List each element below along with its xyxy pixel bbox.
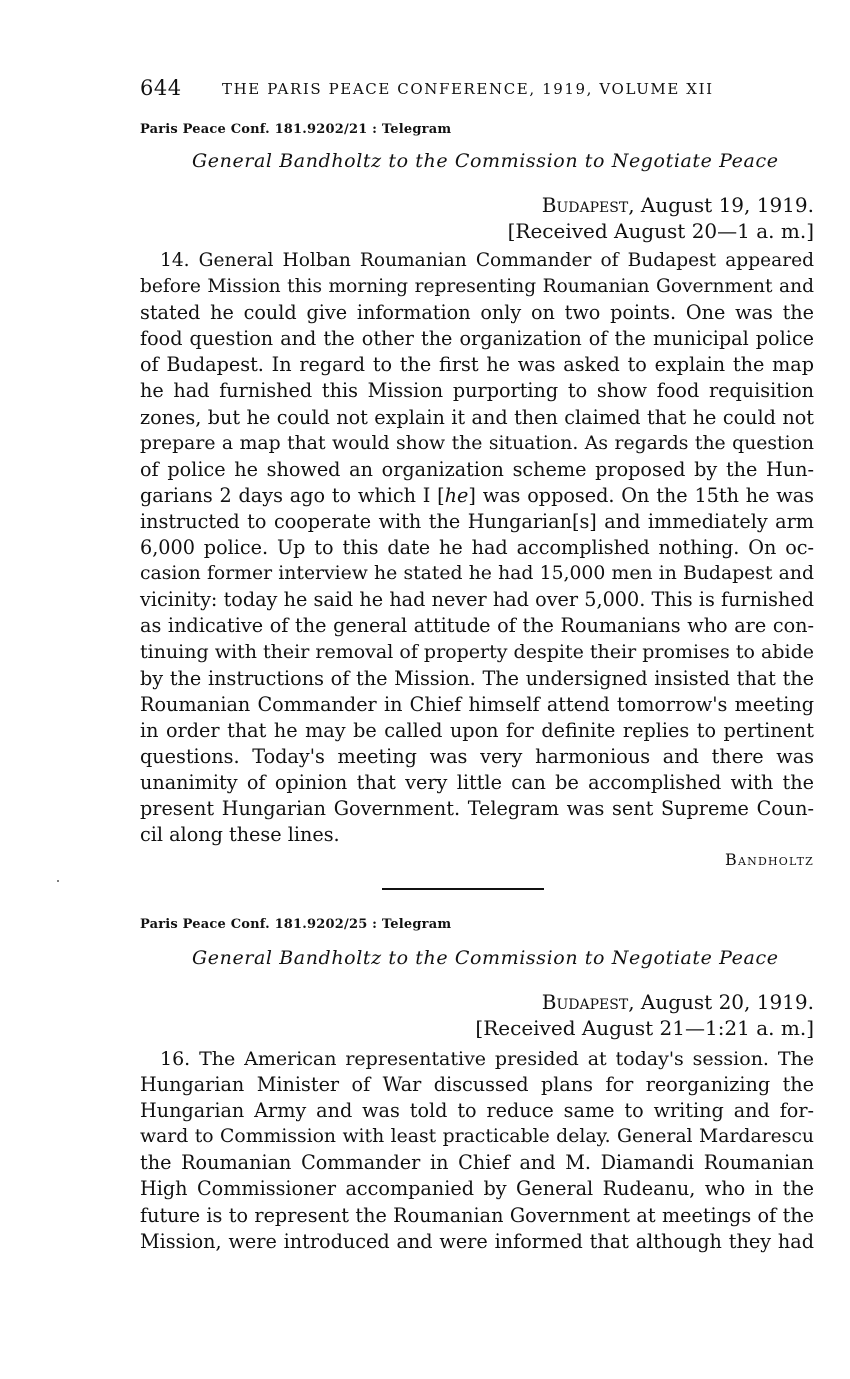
dateline	[542, 193, 814, 217]
body-line: Roumanian Commander in Chief himself attend tomorrow's meeting	[140, 692, 814, 716]
telegram-subject: General Bandholtz to the Commission to Negotiate Peace	[192, 150, 779, 172]
signature: Bandholtz	[725, 850, 814, 869]
stray-mark	[57, 880, 59, 882]
dateline-date: , August 19, 1919.	[628, 193, 814, 217]
body-line: vicinity: today he said he had never had over 5,000. This is furnished	[140, 588, 814, 612]
body-line: instructed to cooperate with the Hungarian[s] and immediately arm	[140, 509, 814, 533]
body-line: ward to Commission with least practicable delay. General Mardarescu	[140, 1126, 814, 1148]
body-line: casion former interview he stated he had 15,000 men in Budapest and	[140, 563, 814, 585]
body-line: before Mission this morning representing Roumanian Government and	[140, 276, 814, 298]
body-line: 6,000 police. Up to this date he had accomplished nothing. On oc-	[140, 536, 814, 560]
body-line: questions. Today's meeting was very harmonious and there was	[140, 744, 814, 768]
body-line: 14. General Holban Roumanian Commander of Budapest appeared	[160, 250, 814, 271]
document-reference: Paris Peace Conf. 181.9202/21 : Telegram	[140, 122, 452, 137]
dateline	[542, 990, 814, 1014]
running-head: THE PARIS PEACE CONFERENCE, 1919, VOLUME XII	[222, 80, 714, 98]
body-line: in order that he may be called upon for definite replies to pertinent	[140, 718, 814, 742]
document-reference: Paris Peace Conf. 181.9202/25 : Telegram	[140, 917, 452, 932]
body-line: of police he showed an organization scheme proposed by the Hun-	[140, 457, 814, 481]
telegram-body	[140, 1046, 814, 1255]
body-line: stated he could give information only on two points. One was the	[140, 301, 814, 325]
section-divider	[382, 888, 544, 890]
dateline-date: , August 20, 1919.	[628, 990, 814, 1014]
page-header	[140, 76, 780, 104]
received-note: [Received August 20—1 a. m.]	[507, 219, 814, 243]
body-line: High Commissioner accompanied by General Rudeanu, who in the	[140, 1177, 814, 1201]
dateline-place: Budapest	[541, 193, 629, 217]
body-line: Mission, were introduced and were informed that although they had	[140, 1229, 814, 1253]
body-line: as indicative of the general attitude of the Roumanians who are con-	[140, 614, 814, 638]
body-line: Hungarian Minister of War discussed plans for reorganizing the	[140, 1073, 814, 1097]
body-line: tinuing with their removal of property despite their promises to abide	[140, 641, 814, 664]
body-line: present Hungarian Government. Telegram was sent Supreme Coun-	[140, 796, 814, 820]
page-number: 644	[140, 76, 182, 100]
body-line: by the instructions of the Mission. The undersigned insisted that the	[140, 666, 814, 690]
body-line: cil along these lines.	[140, 823, 340, 847]
body-line: he had furnished this Mission purporting to show food requisition	[140, 379, 814, 403]
body-line: garians 2 days ago to which I [he] was opposed. On the 15th he was	[140, 483, 815, 507]
dateline-place: Budapest	[541, 990, 629, 1014]
body-line: Hungarian Army and was told to reduce same to writing and for-	[140, 1099, 814, 1123]
body-line: 16. The American representative presided at today's session. The	[160, 1048, 814, 1070]
body-line: future is to represent the Roumanian Government at meetings of the	[140, 1203, 814, 1227]
received-note: [Received August 21—1:21 a. m.]	[475, 1016, 814, 1040]
body-line: of Budapest. In regard to the first he was asked to explain the map	[140, 353, 814, 377]
body-line: the Roumanian Commander in Chief and M. Diamandi Roumanian	[140, 1151, 814, 1175]
body-line: unanimity of opinion that very little can be accomplished with the	[140, 770, 814, 794]
body-line: prepare a map that would show the situation. As regards the question	[140, 432, 814, 454]
telegram-body	[140, 248, 814, 848]
telegram-subject: General Bandholtz to the Commission to Negotiate Peace	[192, 947, 779, 969]
body-line: zones, but he could not explain it and then claimed that he could not	[140, 405, 814, 429]
body-line: food question and the other the organization of the municipal police	[140, 327, 814, 351]
